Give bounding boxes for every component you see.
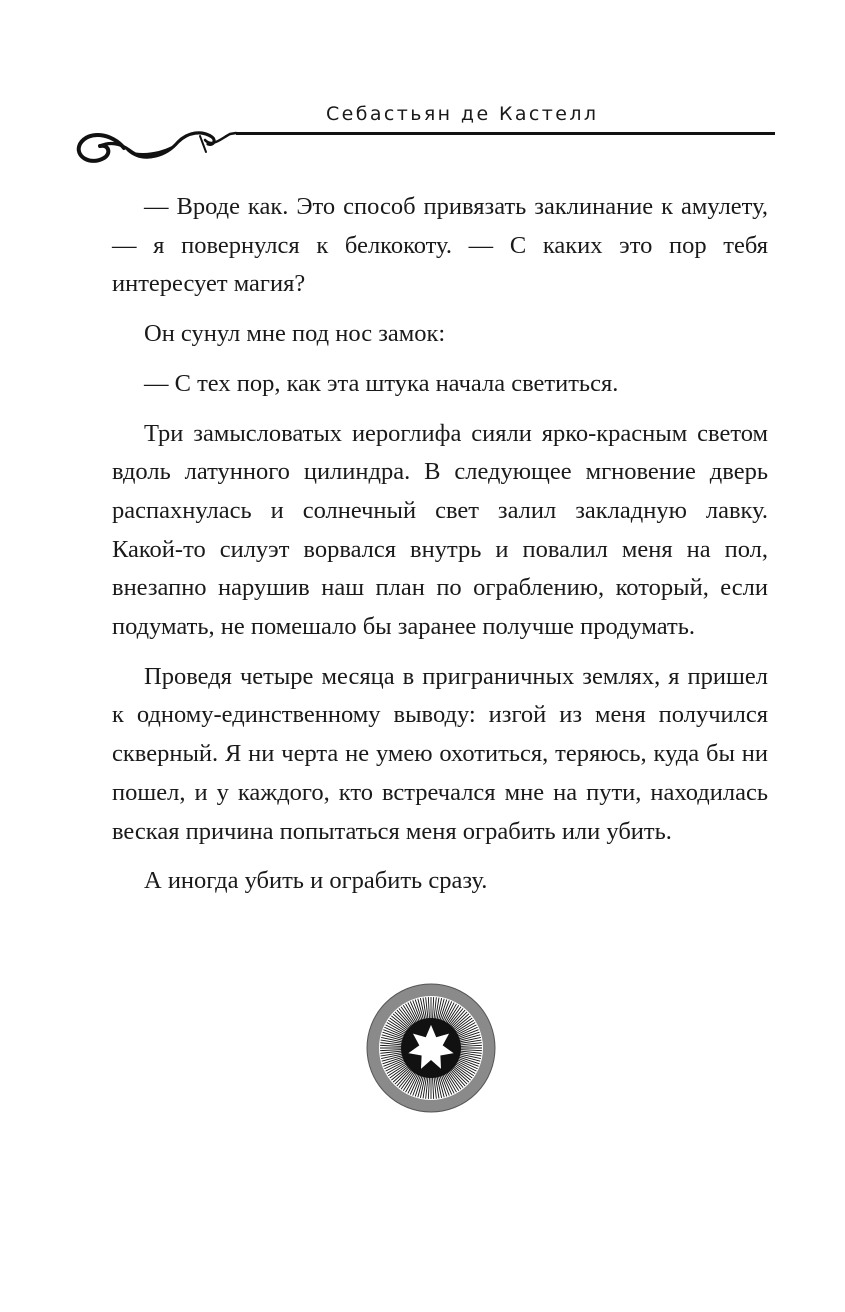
paragraph: Проведя четыре месяца в приграничных землях, я пришел к одному-единственному выводу: изгой из меня получился скверный. Я ни черта не умею охотиться, теряюсь, куда бы ни пошел, и у каждого, кто встречался мне на пути, находилась веская причина попытаться меня ограбить или убить.	[112, 662, 768, 845]
author-name: Себастьян де Кастелл	[326, 103, 599, 125]
paragraph: А иногда убить и ограбить сразу.	[144, 867, 488, 895]
paragraph: — С тех пор, как эта штука начала светиться.	[144, 369, 619, 397]
running-head	[0, 100, 845, 180]
paragraph: — Вроде как. Это способ привязать заклинание к амулету, — я повернулся к белкокоту. — С каких это пор тебя интересует магия?	[112, 193, 768, 298]
paragraph: Три замысловатых иероглифа сияли ярко-красным светом вдоль латунного цилиндра. В следующее мгновение дверь распахнулась и солнечный свет залил закладную лавку. Какой-то силуэт ворвался внутрь и повалил меня на пол, внезапно нарушив наш план по ограблению, который, если подумать, не помешало бы заранее получше продумать.	[112, 419, 768, 641]
star-medallion-icon	[366, 983, 496, 1113]
body-text	[112, 188, 768, 912]
paragraph: Он сунул мне под нос замок:	[144, 320, 446, 348]
